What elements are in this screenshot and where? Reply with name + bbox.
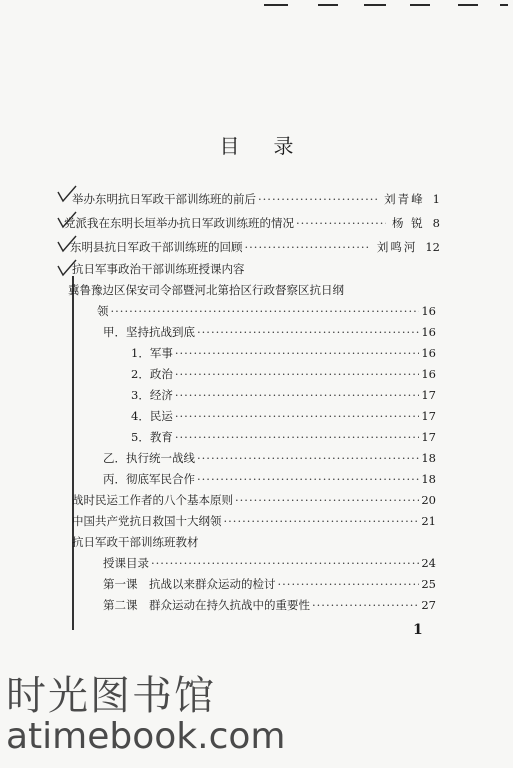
toc-entry-title: 举办东明抗日军政干部训练班的前后 bbox=[72, 192, 256, 206]
toc-entry-page: 16 bbox=[421, 325, 436, 339]
toc-entry-page: 20 bbox=[421, 493, 436, 507]
toc-section-heading: 抗日军事政治干部训练班授课内容 bbox=[72, 262, 245, 276]
margin-bracket-line bbox=[72, 276, 74, 630]
page-title: 目录 bbox=[219, 134, 328, 158]
toc-entry-page: 12 bbox=[425, 240, 440, 254]
toc-entry bbox=[103, 577, 436, 591]
toc-entry-page: 25 bbox=[421, 577, 436, 591]
dot-leader bbox=[258, 192, 378, 206]
toc-entry-title: 第一课 抗战以来群众运动的检讨 bbox=[103, 577, 276, 591]
top-edge-mark bbox=[264, 4, 288, 6]
toc-entry-title: 战时民运工作者的八个基本原则 bbox=[72, 493, 233, 507]
toc-entry bbox=[72, 192, 440, 206]
dot-leader bbox=[197, 472, 419, 486]
top-edge-mark bbox=[500, 4, 508, 6]
dot-leader bbox=[197, 451, 419, 465]
toc-entry-page: 16 bbox=[421, 367, 436, 381]
dot-leader bbox=[175, 346, 420, 360]
toc-entry-page: 27 bbox=[421, 598, 436, 612]
dot-leader bbox=[111, 304, 420, 318]
dot-leader bbox=[175, 388, 420, 402]
toc-entry-title: 3．经济 bbox=[131, 388, 173, 402]
toc-entry-author: 杨 锐 bbox=[392, 216, 425, 230]
toc-entry-title: 5．教育 bbox=[131, 430, 173, 444]
toc-entry bbox=[131, 409, 436, 423]
toc-entry-page: 8 bbox=[432, 216, 440, 230]
dot-leader bbox=[312, 598, 419, 612]
dot-leader bbox=[175, 409, 420, 423]
top-edge-mark bbox=[364, 4, 386, 6]
toc-entry-page: 17 bbox=[421, 388, 436, 402]
toc-entry bbox=[103, 598, 436, 612]
toc-entry-page: 16 bbox=[421, 346, 436, 360]
toc-entry bbox=[72, 493, 436, 507]
toc-entry bbox=[103, 556, 436, 570]
toc-entry-page: 21 bbox=[421, 514, 436, 528]
toc-entry-title: 东明县抗日军政干部训练班的回顾 bbox=[70, 240, 243, 254]
dot-leader bbox=[151, 556, 419, 570]
toc-entry-page: 17 bbox=[421, 409, 436, 423]
toc-entry-title: 2．政治 bbox=[131, 367, 173, 381]
toc-entry-page: 17 bbox=[421, 430, 436, 444]
dot-leader bbox=[175, 430, 420, 444]
dot-leader bbox=[175, 367, 420, 381]
toc-entry bbox=[97, 304, 436, 318]
toc-entry bbox=[103, 451, 436, 465]
toc-entry bbox=[131, 346, 436, 360]
toc-entry-title: 冀鲁豫边区保安司令部暨河北第拾区行政督察区抗日纲 bbox=[68, 283, 344, 297]
toc-entry bbox=[64, 216, 440, 230]
toc-entry bbox=[131, 388, 436, 402]
dot-leader bbox=[296, 216, 386, 230]
toc-entry-page: 16 bbox=[421, 304, 436, 318]
toc-entry-author: 刘鸣河 bbox=[376, 240, 418, 254]
watermark-text: 时光图书馆 bbox=[6, 673, 216, 719]
toc-entry-page: 18 bbox=[421, 451, 436, 465]
watermark-url: atimebook.com bbox=[6, 716, 286, 757]
toc-section-heading: 抗日军政干部训练班教材 bbox=[72, 535, 199, 549]
top-edge-mark bbox=[458, 4, 478, 6]
toc-entry-title: 丙．彻底军民合作 bbox=[103, 472, 195, 486]
toc-entry-page: 1 bbox=[432, 192, 440, 206]
toc-entry bbox=[103, 325, 436, 339]
toc-entry-page: 24 bbox=[421, 556, 436, 570]
dot-leader bbox=[235, 493, 419, 507]
toc-entry-title: 党派我在东明长垣举办抗日军政训练班的情况 bbox=[64, 216, 294, 230]
toc-entry bbox=[131, 430, 436, 444]
toc-entry-title: 领 bbox=[97, 304, 109, 318]
toc-entry-title: 第二课 群众运动在持久抗战中的重要性 bbox=[103, 598, 310, 612]
page-number: 1 bbox=[413, 622, 423, 638]
toc-entry-page: 18 bbox=[421, 472, 436, 486]
dot-leader bbox=[197, 325, 419, 339]
toc-entry-title: 乙．执行统一战线 bbox=[103, 451, 195, 465]
toc-entry bbox=[72, 514, 436, 528]
toc-entry bbox=[131, 367, 436, 381]
top-edge-mark bbox=[410, 4, 430, 6]
dot-leader bbox=[224, 514, 420, 528]
toc-entry-title: 中国共产党抗日救国十大纲领 bbox=[72, 514, 222, 528]
dot-leader bbox=[278, 577, 420, 591]
toc-entry bbox=[103, 472, 436, 486]
toc-entry-title: 4．民运 bbox=[131, 409, 173, 423]
toc-entry-author: 刘青峰 bbox=[384, 192, 425, 206]
toc-entry bbox=[70, 240, 440, 254]
toc-entry-title: 1．军事 bbox=[131, 346, 173, 360]
toc-entry-title: 甲．坚持抗战到底 bbox=[103, 325, 195, 339]
dot-leader bbox=[245, 240, 371, 254]
top-edge-mark bbox=[318, 4, 338, 6]
toc-entry-title: 授课目录 bbox=[103, 556, 149, 570]
